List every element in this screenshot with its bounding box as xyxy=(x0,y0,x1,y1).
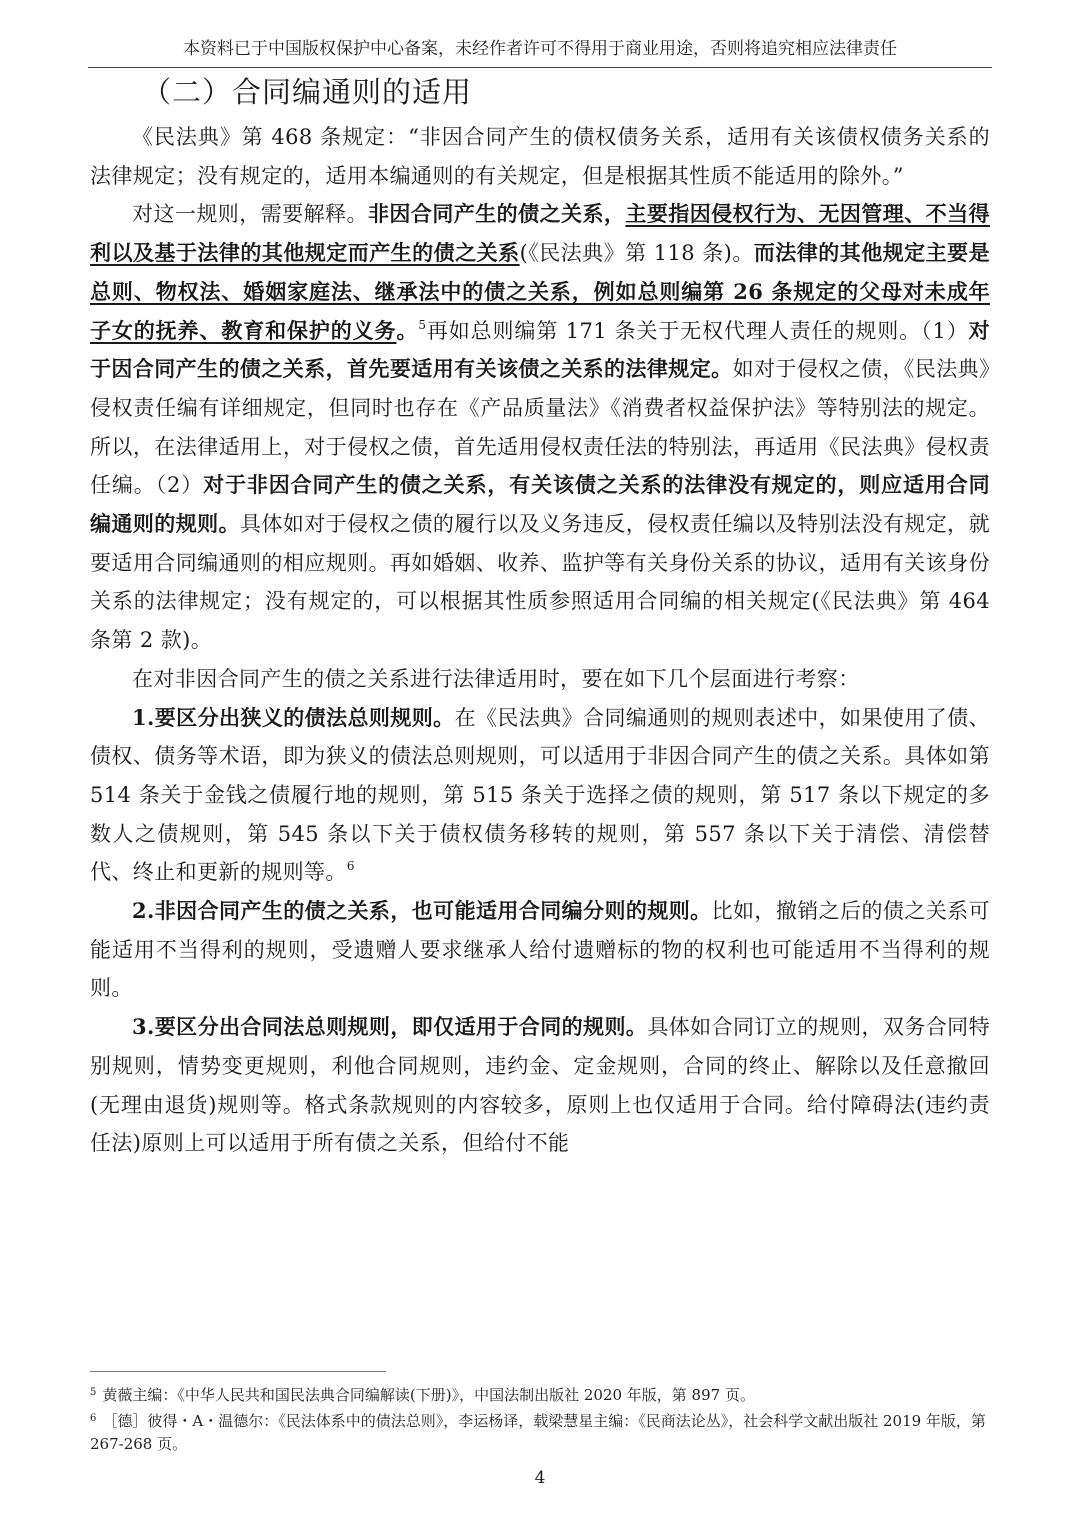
footnote-number: 5 xyxy=(90,1387,97,1398)
period: 。 xyxy=(396,317,419,343)
footnote-ref-6[interactable]: 6 xyxy=(346,859,355,874)
level-2-heading: 2.非因合同产生的债之关系，也可能适用合同编分则的规则。 xyxy=(132,898,712,924)
section-title: （二）合同编通则的适用 xyxy=(142,75,473,109)
level-3-heading: 3.要区分出合同法总则规则，即仅适用于合同的规则。 xyxy=(132,1014,648,1040)
non-contract-debt-phrase: 非因合同产生的债之关系， xyxy=(367,201,626,227)
rule-two-text: 具体如对于侵权之债的履行以及义务违反，侵权责任编以及特别法没有规定，就要适用合同编通则的相应规则。再如婚姻、收养、监护等有关身份关系的协议，适用有关该身份关系的法律规定；没有规定的，可以根据其性质参照适用合同编的相关规定(《民法典》第 464 条第 2 款)。 xyxy=(90,512,990,653)
level-1-text: 在《民法典》合同编通则的规则表述中，如果使用了债、债权、债务等术语，即为狭义的债法总则规则，可以适用于非因合同产生的债之关系。具体如第 514 条关于金钱之债履行地的规则，第 515 条关于选择之债的规则，第 517 条以下规定的多数人之债规则，第 545 条以下关于债权债务移转的规则，第 557 条以下关于清偿、清偿替代、终止和更新的规则等。 xyxy=(90,705,991,885)
other-provisions-phrase: 而法律的其他规定主要是 xyxy=(753,240,991,266)
footnote-divider xyxy=(90,1371,386,1372)
body-text xyxy=(90,118,990,1163)
footnote-6 xyxy=(90,1407,990,1456)
footnote-5 xyxy=(90,1381,990,1407)
paragraph-article-468: 《民法典》第 468 条规定：“非因合同产生的债权债务关系，适用有关该债权债务关系的法律规定；没有规定的，适用本编通则的有关规定，但是根据其性质不能适用的除外。” xyxy=(90,125,990,188)
footnote-ref-5[interactable]: 5 xyxy=(418,317,427,332)
footnote-text: ［德］彼得・A・温德尔：《民法体系中的债法总则》，李运杨译，载梁慧星主编：《民商法论丛》，社会科学文献出版社 2019 年版，第 267-268 页。 xyxy=(90,1412,986,1453)
level-2-text: 比如，撤销之后的债之关系可能适用不当得利的规则，受遗赠人要求继承人给付遗赠标的物的权利也可能适用不当得利的规则。 xyxy=(90,899,990,1001)
paragraph-level-1 xyxy=(90,699,990,893)
page-number: 4 xyxy=(534,1468,546,1488)
paragraph-level-3 xyxy=(90,1008,990,1163)
paragraph-levels-intro: 在对非因合同产生的债之关系进行法律适用时，要在如下几个层面进行考察： xyxy=(132,666,860,691)
paragraph-explanation xyxy=(90,195,990,659)
rule-two-bold: 对于非因合同产生的债之关系，有关该债之关系的法律没有规定的，则应适用合同编通则的规则。 xyxy=(90,472,990,537)
footnote-number: 6 xyxy=(90,1413,97,1424)
explanation-intro: 对这一规则，需要解释。 xyxy=(132,202,368,227)
article-171-text: 再如总则编第 171 条关于无权代理人责任的规则。（1） xyxy=(426,318,969,343)
tort-debt-text: 如对于侵权之债，《民法典》侵权责任编有详细规定，但同时也存在《产品质量法》《消费者权益保护法》等特别法的规定。所以，在法律适用上，对于侵权之债，首先适用侵权责任法的特别法，再适用《民法典》侵权责任编。（2） xyxy=(90,357,991,498)
level-1-heading: 1.要区分出狭义的债法总则规则。 xyxy=(132,704,455,730)
paragraph-level-2 xyxy=(90,892,990,1008)
article-118-citation: (《民法典》第 118 条)。 xyxy=(519,241,754,266)
non-contract-debt-definition: 主要指因侵权行为、无因管理、不当得利以及基于法律的其他规定而产生的债之关系 xyxy=(90,201,990,266)
footnotes xyxy=(90,1381,990,1456)
level-3-text: 具体如合同订立的规则，双务合同特别规则，情势变更规则，利他合同规则，违约金、定金规则，合同的终止、解除以及任意撤回(无理由退货)规则等。格式条款规则的内容较多，原则上也仅适用于合同。给付障碍法(违约责任法)原则上可以适用于所有债之关系，但给付不能 xyxy=(90,1015,991,1156)
other-provisions-examples: 总则、物权法、婚姻家庭法、继承法中的债之关系，例如总则编第 26 条规定的父母对未成年子女的抚养、教育和保护的义务 xyxy=(90,278,990,343)
rule-one-bold: 对于因合同产生的债之关系，首先要适用有关该债之关系的法律规定。 xyxy=(90,317,990,382)
copyright-header: 本资料已于中国版权保护中心备案，未经作者许可不得用于商业用途，否则将追究相应法律责任 xyxy=(88,34,992,68)
footnote-text: 黄薇主编：《中华人民共和国民法典合同编解读(下册)》，中国法制出版社 2020 年版，第 897 页。 xyxy=(102,1386,755,1404)
